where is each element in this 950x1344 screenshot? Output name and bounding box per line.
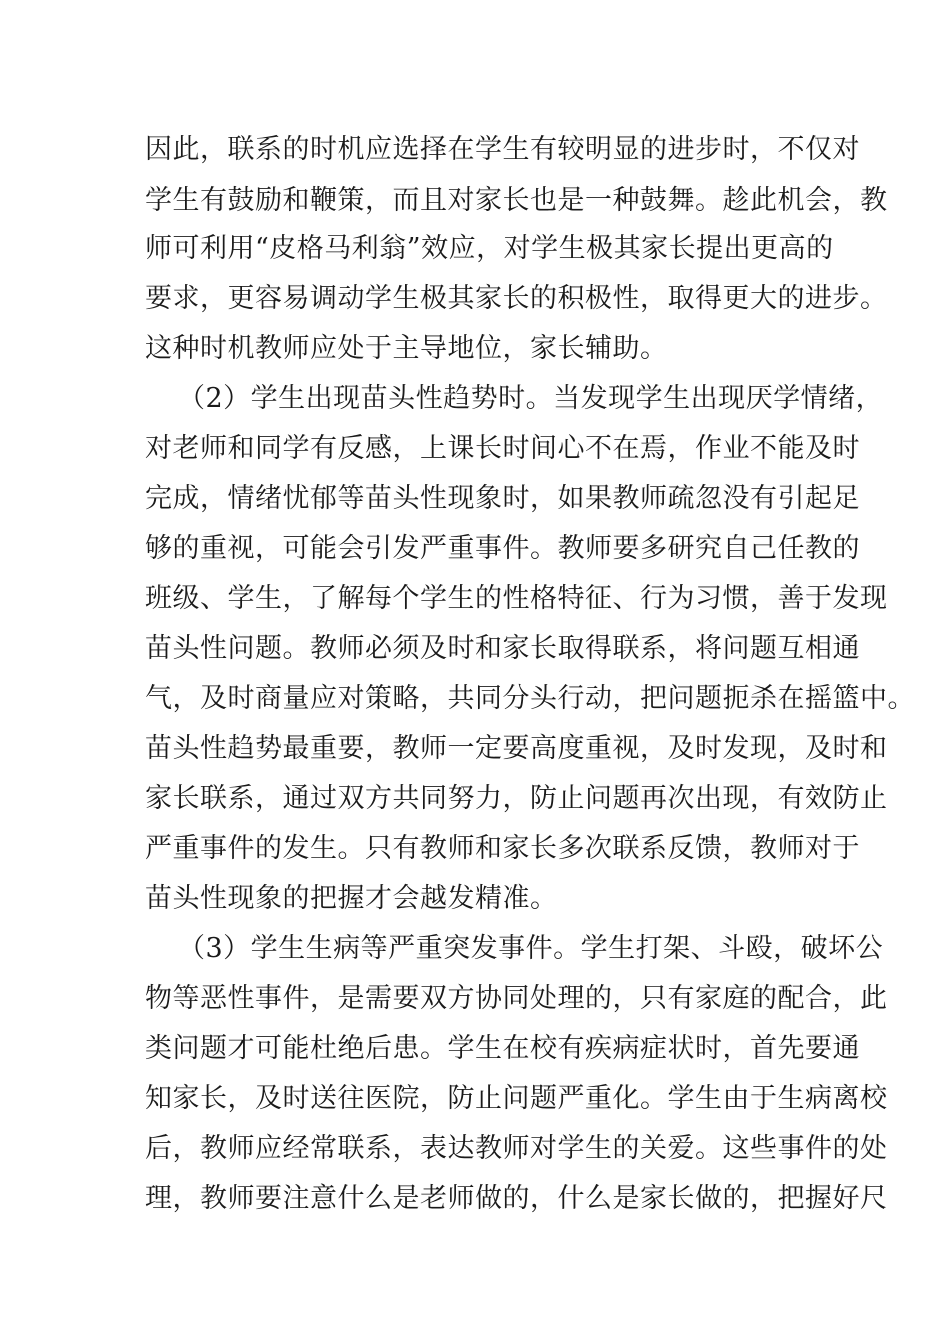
text-line: 后，教师应经常联系，表达教师对学生的关爱。这些事件的处 <box>145 1133 888 1164</box>
text-line: 知家长，及时送往医院，防止问题严重化。学生由于生病离校 <box>145 1083 888 1114</box>
text-line: 气，及时商量应对策略，共同分头行动，把问题扼杀在摇篮中。 <box>145 683 915 714</box>
text-line: 对老师和同学有反感，上课长时间心不在焉，作业不能及时 <box>145 433 860 464</box>
text-line: 这种时机教师应处于主导地位，家长辅助。 <box>145 333 668 364</box>
text-line: 苗头性现象的把握才会越发精准。 <box>145 883 558 914</box>
text-line: 因此，联系的时机应选择在学生有较明显的进步时，不仅对 <box>145 134 860 165</box>
text-line: 完成，情绪忧郁等苗头性现象时，如果教师疏忽没有引起足 <box>145 483 860 514</box>
text-line: 家长联系，通过双方共同努力，防止问题再次出现，有效防止 <box>145 783 888 814</box>
paragraph-start-line: （2）学生出现苗头性趋势时。当发现学生出现厌学情绪， <box>178 383 884 414</box>
text-line: 苗头性趋势最重要，教师一定要高度重视，及时发现，及时和 <box>145 733 888 764</box>
paragraph-start-line: （3）学生生病等严重突发事件。学生打架、斗殴，破坏公 <box>178 933 884 964</box>
text-line: 够的重视，可能会引发严重事件。教师要多研究自己任教的 <box>145 533 860 564</box>
text-line: 要求，更容易调动学生极其家长的积极性，取得更大的进步。 <box>145 283 888 314</box>
text-line: 苗头性问题。教师必须及时和家长取得联系，将问题互相通 <box>145 633 860 664</box>
text-line: 类问题才可能杜绝后患。学生在校有疾病症状时，首先要通 <box>145 1033 860 1064</box>
text-line: 物等恶性事件，是需要双方协同处理的，只有家庭的配合，此 <box>145 983 888 1014</box>
text-line: 师可利用“皮格马利翁”效应，对学生极其家长提出更高的 <box>145 233 834 264</box>
text-line: 班级、学生，了解每个学生的性格特征、行为习惯，善于发现 <box>145 583 888 614</box>
text-line: 学生有鼓励和鞭策，而且对家长也是一种鼓舞。趁此机会，教 <box>145 185 888 216</box>
text-line: 理，教师要注意什么是老师做的，什么是家长做的，把握好尺 <box>145 1183 888 1214</box>
text-line: 严重事件的发生。只有教师和家长多次联系反馈，教师对于 <box>145 833 860 864</box>
